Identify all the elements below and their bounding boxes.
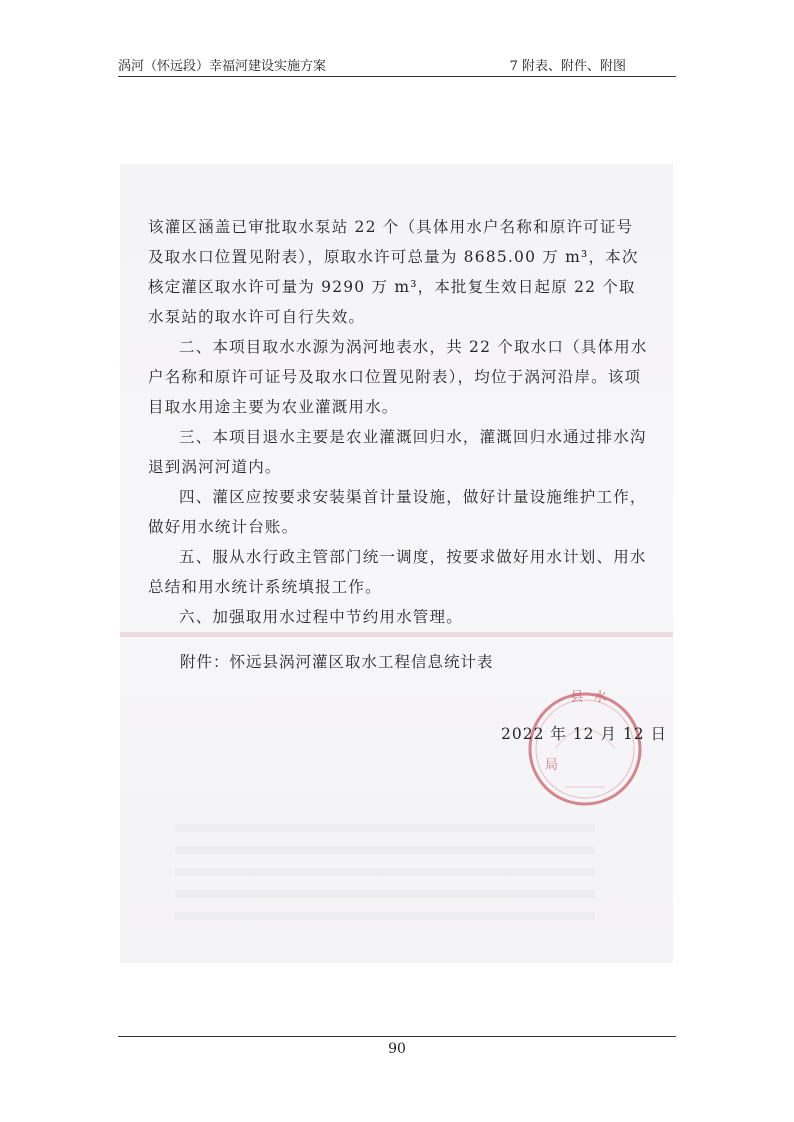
page-header	[118, 52, 676, 77]
document-date: 2022 年 12 月 12 日	[501, 725, 668, 743]
document-body	[148, 212, 648, 632]
header-section-title: 7 附表、附件、附图	[509, 59, 626, 74]
paragraph-3: 三、本项目退水主要是农业灌溉回归水，灌溉回归水通过排水沟退到涡河河道内。	[148, 428, 647, 476]
official-seal-icon	[525, 689, 645, 809]
paragraph-4: 四、灌区应按要求安装渠首计量设施，做好计量设施维护工作，做好用水统计台账。	[148, 488, 647, 536]
seal-bottom-text: 局	[545, 758, 559, 773]
paragraph-2: 二、本项目取水水源为涡河地表水，共 22 个取水口（具体用水户名称和原许可证号及取水口位置见附表），均位于涡河沿岸。该项目取水用途主要为农业灌溉用水。	[148, 338, 648, 416]
scanned-document	[120, 164, 673, 963]
attachment-line: 附件：怀远县涡河灌区取水工程信息统计表	[180, 653, 494, 671]
header-document-title: 涡河（怀远段）幸福河建设实施方案	[118, 59, 327, 74]
footer-divider	[118, 1036, 676, 1037]
page-number: 90	[388, 1041, 406, 1057]
bleed-through-red-band	[120, 632, 673, 637]
paragraph-5: 五、服从水行政主管部门统一调度，按要求做好用水计划、用水总结和用水统计系统填报工作。	[148, 548, 647, 596]
paragraph-1: 该灌区涵盖已审批取水泵站 22 个（具体用水户名称和原许可证号及取水口位置见附表），原取水许可总量为 8685.00 万 m³，本次核定灌区取水许可量为 9290 万 m³，本批复生效日起原 22 个取水泵站的取水许可自行失效。	[148, 218, 639, 326]
seal-top-text: 县 水	[570, 690, 610, 705]
paragraph-6: 六、加强取用水过程中节约用水管理。	[179, 608, 463, 626]
bleed-through-text-area	[175, 824, 595, 924]
